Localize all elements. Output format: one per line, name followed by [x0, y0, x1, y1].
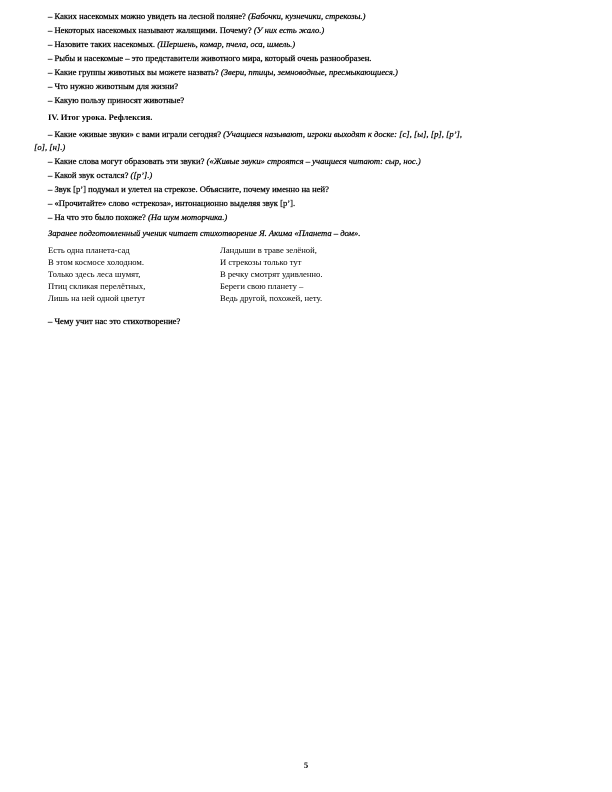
- poem-line: Есть одна планета-сад: [48, 245, 130, 255]
- poem-left-column: [48, 244, 145, 304]
- poem-intro: Заранее подготовленный ученик читает стихотворение Я. Акима «Планета – дом».: [48, 228, 361, 238]
- poem-line: Ведь другой, похожей, нету.: [220, 293, 323, 303]
- text-line: [о], [н].): [34, 142, 66, 152]
- section-heading: IV. Итог урока. Рефлексия.: [48, 112, 153, 122]
- text-line: – Звук [р’] подумал и улетел на стрекозе. Объясните, почему именно на ней?: [48, 184, 329, 194]
- text-line: – Какие группы животных вы можете назвать? (Звери, птицы, земноводные, пресмыкающиеся.): [48, 67, 398, 77]
- poem-line: В речку смотрят удивленно.: [220, 269, 323, 279]
- text-line: – Каких насекомых можно увидеть на лесной поляне? (Бабочки, кузнечики, стрекозы.): [48, 11, 366, 21]
- final-question: – Чему учит нас это стихотворение?: [48, 316, 181, 326]
- text-line: – Какую пользу приносят животные?: [48, 95, 185, 105]
- poem-line: И стрекозы только тут: [220, 257, 302, 267]
- poem-line: Только здесь леса шумят,: [48, 269, 141, 279]
- text-line: – Какие слова могут образовать эти звуки? («Живые звуки» строятся – учащиеся читают: сыр, нос.): [48, 156, 421, 166]
- poem-line: Береги свою планету –: [220, 281, 304, 291]
- text-line: – Некоторых насекомых называют жалящими. Почему? (У них есть жало.): [48, 25, 325, 35]
- text-line: – На что это было похоже? (На шум моторчика.): [48, 212, 228, 222]
- text-line: – Какие «живые звуки» с вами играли сегодня? (Учащиеся называют, игроки выходят к доске: [с], [ы], [р], [р’],: [48, 129, 462, 139]
- poem-line: Лишь на ней одной цветут: [48, 293, 146, 303]
- poem-line: Ландыши в траве зелёной,: [220, 245, 317, 255]
- poem-line: Птиц скликая перелётных,: [48, 281, 146, 291]
- text-line: – Какой звук остался? ([р’].): [48, 170, 153, 180]
- text-line: – Что нужно животным для жизни?: [48, 81, 179, 91]
- poem-line: В этом космосе холодном.: [48, 257, 145, 267]
- poem-right-column: [220, 244, 322, 304]
- text-line: – «Прочитайте» слово «стрекоза», интонационно выделяя звук [р’].: [48, 198, 296, 208]
- page-number: 5: [303, 760, 309, 770]
- text-line: – Рыбы и насекомые – это представители животного мира, который очень разнообразен.: [48, 53, 372, 63]
- text-line: – Назовите таких насекомых. (Шершень, комар, пчела, оса, шмель.): [48, 39, 296, 49]
